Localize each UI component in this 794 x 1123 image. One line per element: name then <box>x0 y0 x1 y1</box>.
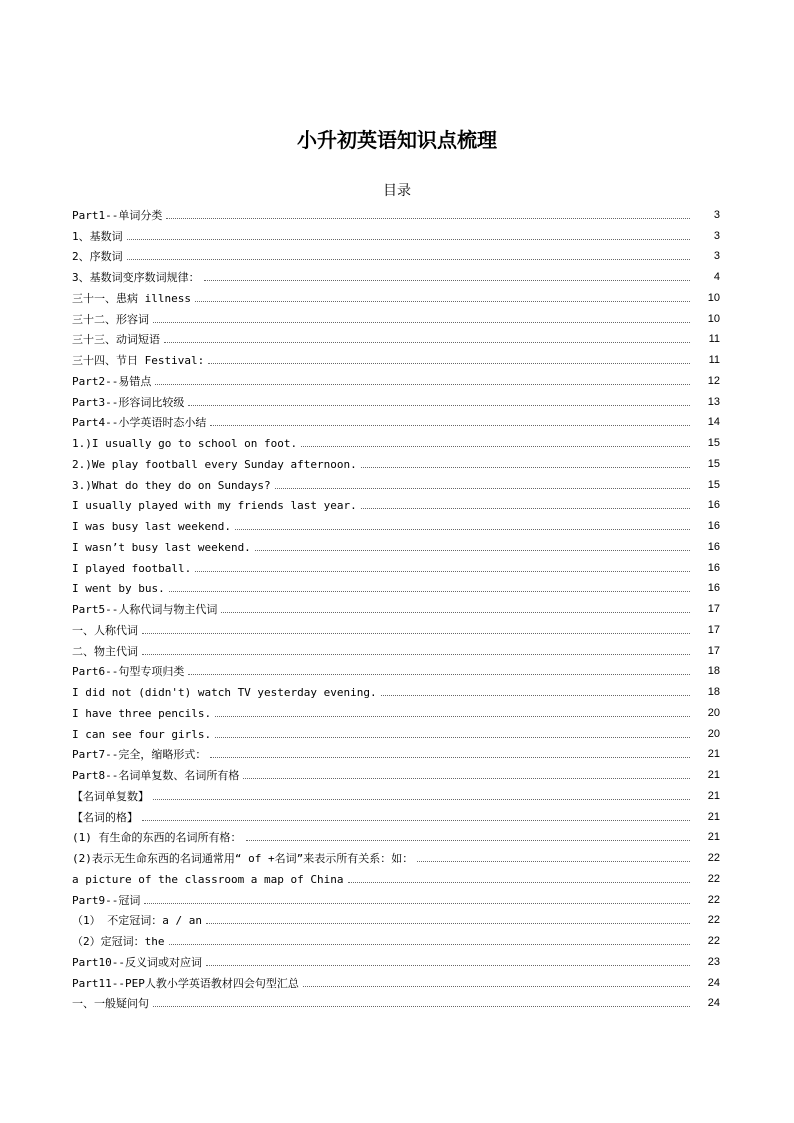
toc-entry-page: 24 <box>707 997 720 1010</box>
toc-entry[interactable] <box>72 865 720 886</box>
toc-entry[interactable] <box>72 305 720 326</box>
toc-entry-text: 三十一、患病 illness <box>72 291 191 305</box>
toc-entry-text: Part5--人称代词与物主代词 <box>72 603 218 616</box>
toc-entry-page: 21 <box>707 789 720 802</box>
toc-entry[interactable] <box>72 575 720 596</box>
toc-entry[interactable] <box>72 616 720 637</box>
toc-leader-dots <box>142 820 690 821</box>
toc-entry-page: 17 <box>707 623 720 636</box>
toc-entry-text: Part1--单词分类 <box>72 208 163 222</box>
toc-heading: 目录 <box>383 183 411 199</box>
toc-entry[interactable] <box>72 658 720 679</box>
toc-entry[interactable] <box>72 927 720 948</box>
toc-entry-page: 17 <box>707 644 720 657</box>
toc-entry-text: I have three pencils. <box>72 706 212 720</box>
toc-leader-dots <box>303 986 690 987</box>
toc-entry[interactable] <box>72 409 720 430</box>
toc-entry[interactable] <box>72 471 720 492</box>
toc-entry-text: 3、基数词变序数词规律： <box>72 271 200 284</box>
toc-entry-page: 21 <box>707 748 720 761</box>
toc-leader-dots <box>206 965 690 966</box>
toc-leader-dots <box>246 840 691 841</box>
toc-entry-page: 22 <box>707 914 720 927</box>
document-title: 小升初英语知识点梳理 <box>297 128 497 152</box>
toc-leader-dots <box>215 737 690 738</box>
toc-entry-text: 2、序数词 <box>72 250 123 264</box>
toc-entry-text: Part6--句型专项归类 <box>72 665 185 679</box>
toc-entry[interactable] <box>72 450 720 471</box>
toc-leader-dots <box>417 861 690 862</box>
toc-entry-page: 16 <box>707 520 720 532</box>
toc-entry-text: （1） 不定冠词：a / an <box>72 914 202 928</box>
toc-entry[interactable] <box>72 284 720 305</box>
toc-entry[interactable] <box>72 367 720 388</box>
toc-entry-text: 1、基数词 <box>72 229 123 243</box>
toc-leader-dots <box>164 342 690 343</box>
toc-leader-dots <box>127 259 690 260</box>
toc-entry-page: 21 <box>707 831 720 844</box>
toc-entry[interactable] <box>72 326 720 347</box>
toc-entry-text: 3.)What do they do on Sundays? <box>72 478 271 492</box>
toc-entry-page: 12 <box>707 374 720 387</box>
toc-entry[interactable] <box>72 990 720 1011</box>
toc-entry-text: 三十三、动词短语 <box>72 333 160 347</box>
toc-leader-dots <box>204 280 690 281</box>
toc-entry-text: 三十四、节日 Festival: <box>72 354 205 367</box>
toc-leader-dots <box>142 633 690 634</box>
toc-entry-page: 16 <box>707 540 720 553</box>
toc-leader-dots <box>221 612 690 613</box>
toc-entry-text: Part2--易错点 <box>72 374 152 388</box>
toc-entry[interactable] <box>72 699 720 720</box>
toc-entry-text: a picture of the classroom a map of China <box>72 872 344 886</box>
toc-entry-page: 3 <box>713 229 720 242</box>
toc-leader-dots <box>153 1006 690 1007</box>
toc-entry[interactable] <box>72 907 720 928</box>
toc-entry-text: 二、物主代词 <box>72 644 138 658</box>
toc-entry[interactable] <box>72 346 720 367</box>
toc-leader-dots <box>243 778 690 779</box>
toc-entry[interactable] <box>72 637 720 658</box>
toc-entry-page: 22 <box>707 893 720 906</box>
toc-entry-page: 15 <box>707 478 720 491</box>
toc-entry-page: 23 <box>707 955 720 968</box>
toc-entry[interactable] <box>72 782 720 803</box>
toc-entry[interactable] <box>72 803 720 824</box>
toc-entry-page: 16 <box>707 561 720 574</box>
toc-leader-dots <box>153 322 690 323</box>
toc-leader-dots <box>275 488 690 489</box>
toc-entry-page: 13 <box>707 395 720 408</box>
toc-leader-dots <box>208 363 690 364</box>
toc-entry[interactable] <box>72 969 720 990</box>
toc-entry-text: 1.)I usually go to school on foot. <box>72 437 298 450</box>
toc-entry-page: 18 <box>707 686 720 698</box>
toc-leader-dots <box>169 944 691 945</box>
toc-entry[interactable] <box>72 243 720 264</box>
toc-entry-page: 21 <box>707 769 720 781</box>
toc-entry[interactable] <box>72 429 720 450</box>
toc-leader-dots <box>142 654 690 655</box>
toc-entry-text: (1) 有生命的东西的名词所有格： <box>72 831 242 845</box>
toc-entry-page: 22 <box>707 935 720 947</box>
toc-entry[interactable] <box>72 533 720 554</box>
toc-entry[interactable] <box>72 492 720 513</box>
toc-entry-text: 一、人称代词 <box>72 623 138 637</box>
toc-entry-page: 20 <box>707 727 720 740</box>
toc-entry-page: 15 <box>707 437 720 449</box>
toc-entry[interactable] <box>72 720 720 741</box>
toc-entry[interactable] <box>72 554 720 575</box>
toc-leader-dots <box>188 405 690 406</box>
toc-entry-text: 一、一般疑问句 <box>72 997 149 1011</box>
toc-leader-dots <box>153 799 690 800</box>
toc-entry-text: 【名词单复数】 <box>72 789 149 803</box>
toc-entry-page: 11 <box>708 354 720 366</box>
toc-entry-page: 18 <box>707 665 720 678</box>
toc-entry-page: 3 <box>713 208 720 221</box>
toc-leader-dots <box>235 529 690 530</box>
toc-entry-page: 3 <box>713 250 720 263</box>
toc-leader-dots <box>188 674 690 675</box>
toc-entry-text: Part9--冠词 <box>72 893 141 907</box>
toc-entry-text: I wasn’t busy last weekend. <box>72 540 251 554</box>
toc-leader-dots <box>301 446 690 447</box>
toc-entry[interactable] <box>72 388 720 409</box>
toc-entry-page: 10 <box>707 291 720 304</box>
toc-entry-text: （2）定冠词：the <box>72 935 165 948</box>
toc-entry[interactable] <box>72 201 720 222</box>
toc-entry-text: Part10--反义词或对应词 <box>72 955 202 969</box>
toc-leader-dots <box>215 716 690 717</box>
toc-entry-page: 11 <box>708 333 720 346</box>
toc-entry[interactable] <box>72 948 720 969</box>
toc-entry-text: 2.)We play football every Sunday afternoon. <box>72 457 357 471</box>
toc-entry[interactable] <box>72 741 720 762</box>
toc-entry-text: I usually played with my friends last year. <box>72 499 357 513</box>
toc-entry[interactable] <box>72 595 720 616</box>
toc-entry-page: 22 <box>707 852 720 864</box>
toc-entry-page: 16 <box>707 499 720 512</box>
toc-entry-page: 17 <box>707 603 720 615</box>
toc-entry-text: Part8--名词单复数、名词所有格 <box>72 769 240 782</box>
toc-entry[interactable] <box>72 263 720 284</box>
toc-leader-dots <box>166 218 690 219</box>
toc-entry-page: 10 <box>707 312 720 325</box>
toc-entry[interactable] <box>72 886 720 907</box>
toc-leader-dots <box>210 757 690 758</box>
toc-entry-text: Part4--小学英语时态小结 <box>72 416 207 430</box>
toc-leader-dots <box>348 882 690 883</box>
toc-leader-dots <box>361 508 690 509</box>
toc-leader-dots <box>210 425 690 426</box>
toc-entry-text: I played football. <box>72 561 192 575</box>
toc-leader-dots <box>361 467 690 468</box>
toc-entry[interactable] <box>72 761 720 782</box>
toc-entry-text: Part7--完全，缩略形式： <box>72 748 207 762</box>
toc-leader-dots <box>381 695 690 696</box>
toc-entry-page: 24 <box>707 976 720 989</box>
toc-entry-text: Part11--PEP人教小学英语教材四会句型汇总 <box>72 976 299 990</box>
toc-entry-text: I was busy last weekend. <box>72 520 231 533</box>
toc-entry-text: Part3--形容词比较级 <box>72 395 185 409</box>
table-of-contents <box>72 201 720 1010</box>
toc-entry-text: I went by bus. <box>72 582 165 596</box>
toc-leader-dots <box>155 384 690 385</box>
toc-entry-page: 20 <box>707 706 720 719</box>
toc-entry[interactable] <box>72 678 720 699</box>
toc-entry-page: 4 <box>713 271 720 283</box>
toc-leader-dots <box>127 239 690 240</box>
toc-entry-page: 22 <box>707 872 720 885</box>
toc-entry-page: 21 <box>707 810 720 823</box>
toc-entry-text: 【名词的格】 <box>72 810 138 824</box>
toc-leader-dots <box>195 571 690 572</box>
toc-entry-text: 三十二、形容词 <box>72 312 149 326</box>
toc-leader-dots <box>255 550 690 551</box>
toc-entry-page: 14 <box>707 416 720 429</box>
toc-leader-dots <box>144 903 690 904</box>
toc-entry[interactable] <box>72 222 720 243</box>
toc-entry-text: (2)表示无生命东西的名词通常用“ of +名词”来表示所有关系：如： <box>72 852 414 865</box>
toc-entry[interactable] <box>72 844 720 865</box>
toc-leader-dots <box>206 923 690 924</box>
toc-entry-text: I can see four girls. <box>72 727 212 741</box>
toc-leader-dots <box>195 301 690 302</box>
toc-entry-page: 16 <box>707 582 720 595</box>
toc-entry[interactable] <box>72 512 720 533</box>
toc-entry-page: 15 <box>707 457 720 470</box>
toc-entry-text: I did not (didn't) watch TV yesterday evening. <box>72 686 377 699</box>
toc-entry[interactable] <box>72 824 720 845</box>
toc-leader-dots <box>169 591 690 592</box>
